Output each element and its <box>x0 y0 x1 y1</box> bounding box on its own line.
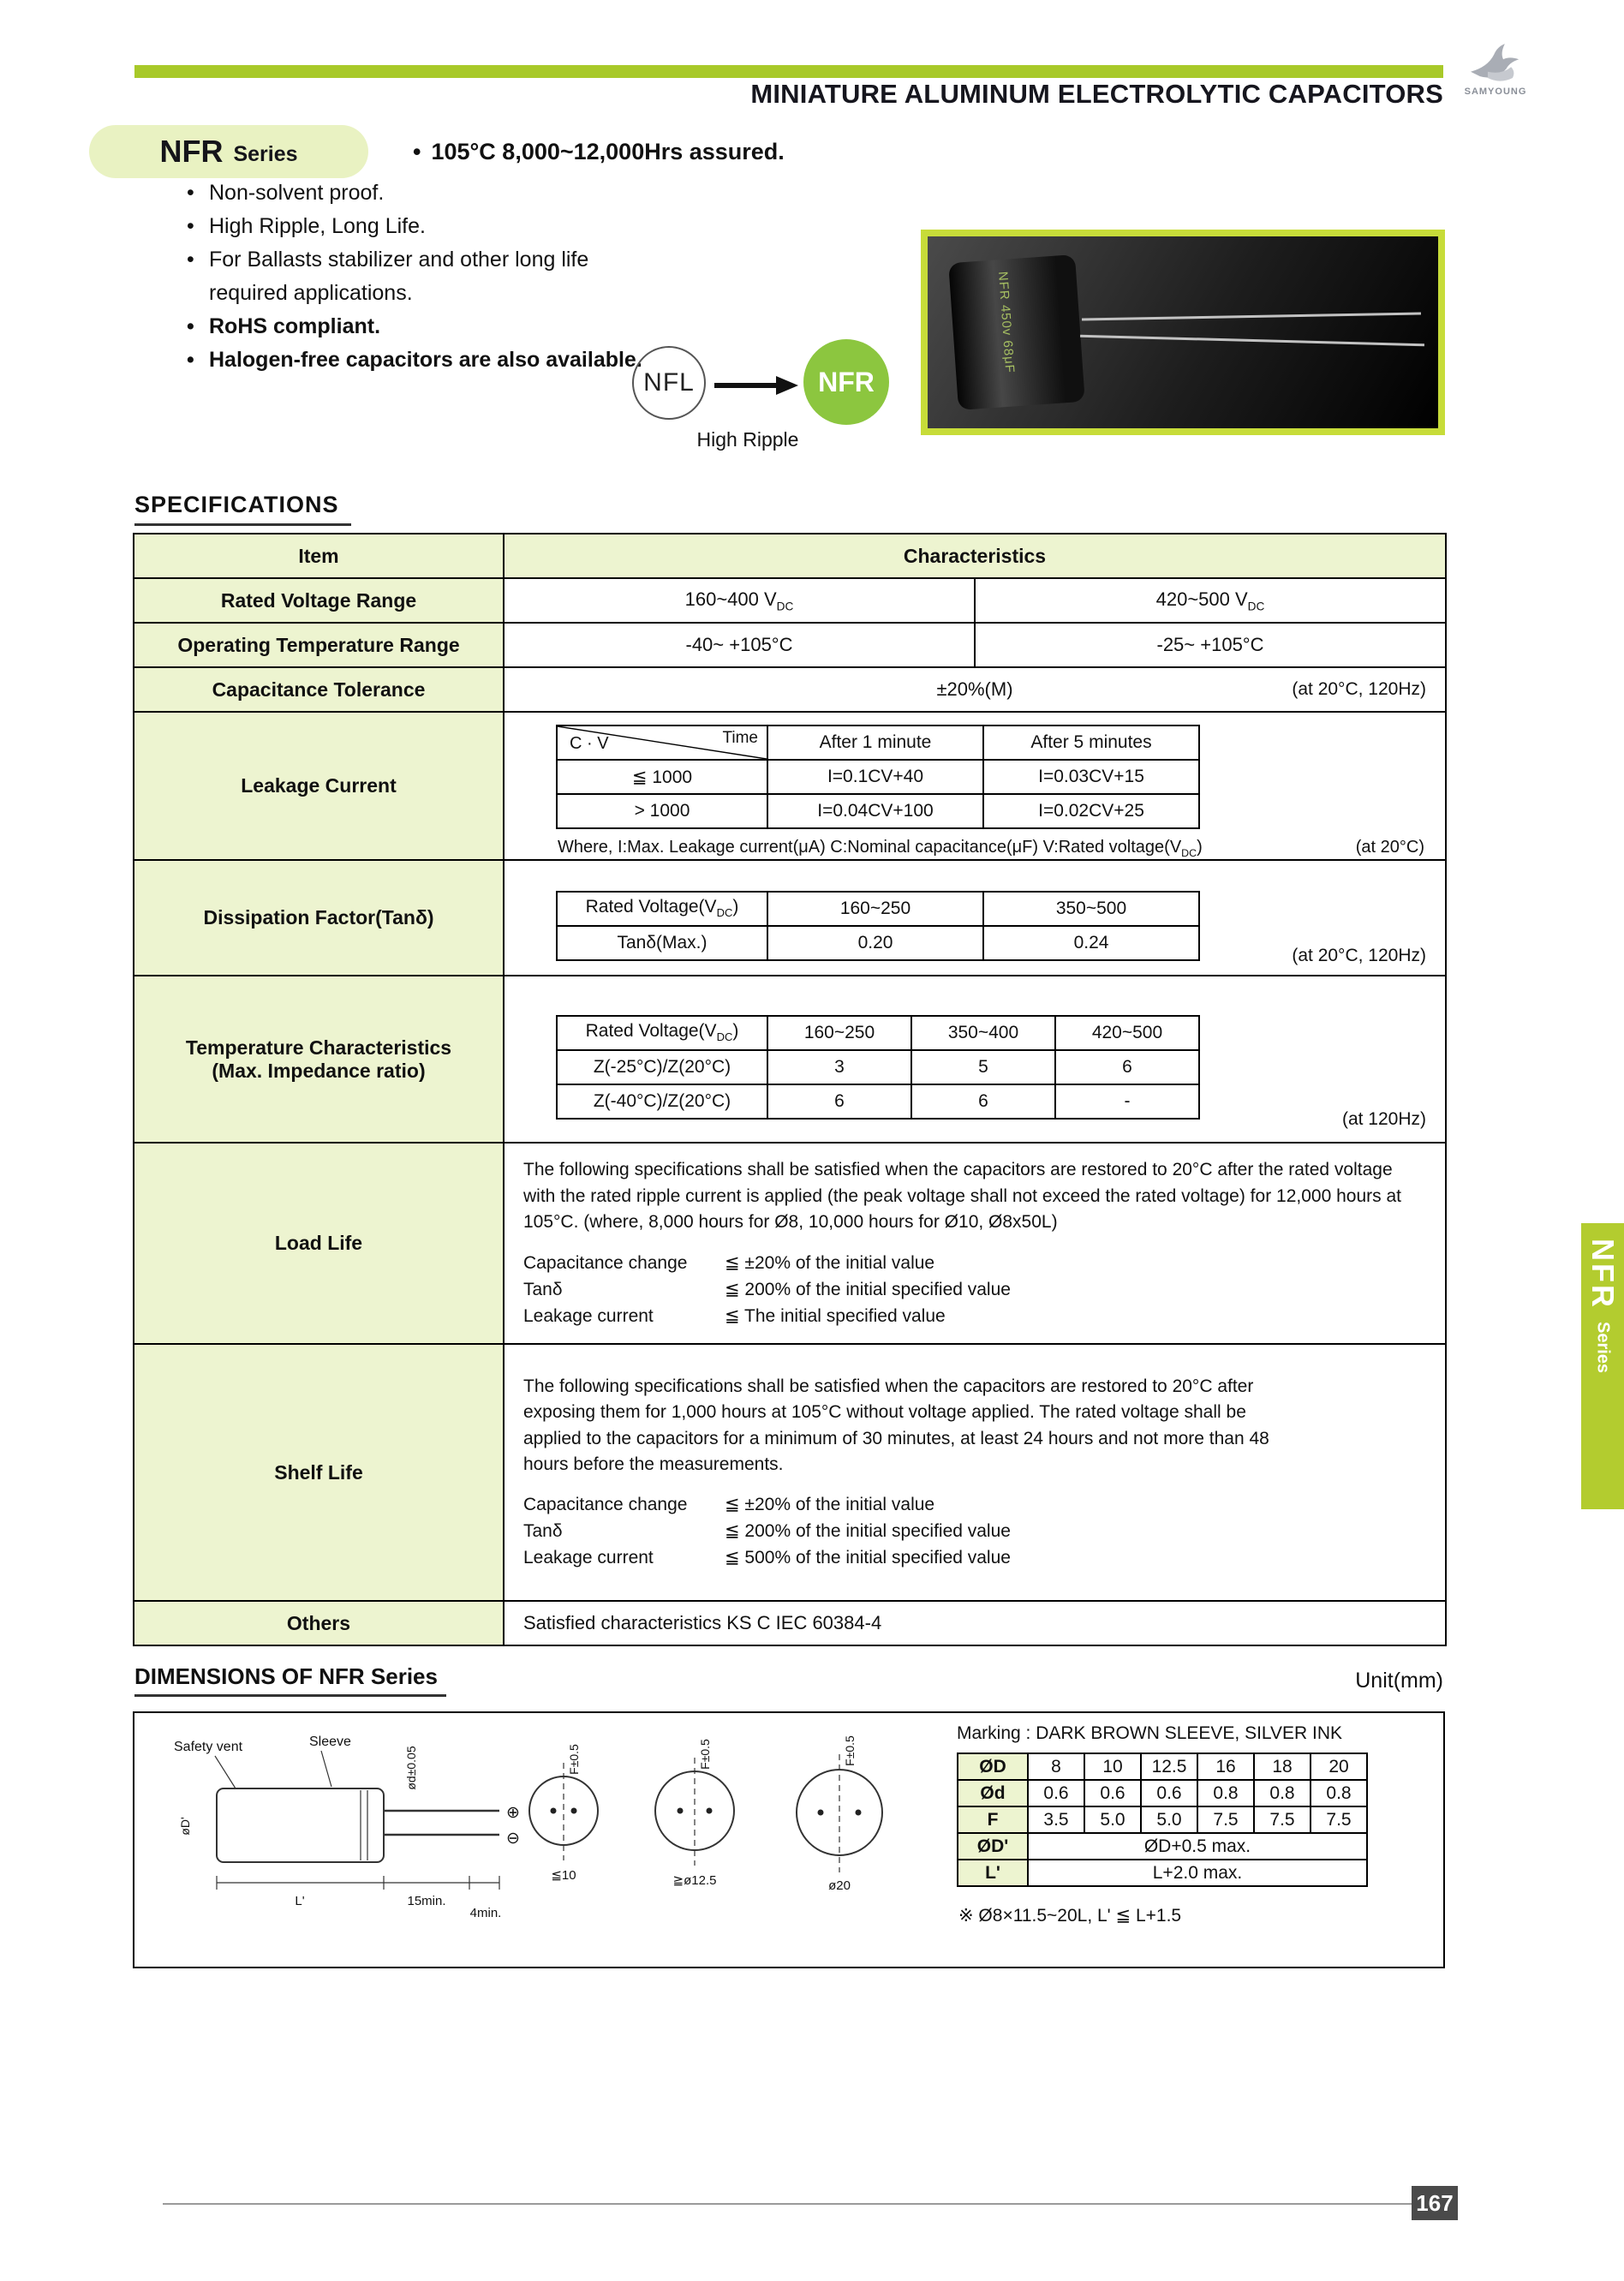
dissipation-condition-note: (at 20°C, 120Hz) <box>1292 946 1426 965</box>
operating-temp-high: -25~ +105°C <box>975 623 1446 667</box>
series-headline <box>413 139 785 165</box>
feature-item-continuation <box>187 277 701 310</box>
side-tab-sub: Series <box>1593 1322 1613 1374</box>
dimensions-table <box>957 1753 1368 1887</box>
side-tab-main: NFR <box>1585 1239 1621 1310</box>
temp-char-value: 6 <box>1055 1050 1199 1084</box>
dissipation-header-voltage: Rated $Voltage(V_{DC})$ <box>557 892 767 926</box>
dim-value: 5.0 <box>1084 1806 1141 1833</box>
dim-value: 0.6 <box>1084 1780 1141 1806</box>
arrow-right-icon <box>714 373 800 397</box>
load-life-paragraph: The following specifications shall be satisfied when the capacitors are restored to 20°C after the rated voltage with the rated ripple current is applied (the peak voltage shall not exceed the rated voltage) for 12,000 hours at 105°C. (where, 8,000 hours for Ø8, 10,000 hours for Ø10, Ø8x50L) <box>523 1160 1401 1233</box>
load-life-cell <box>504 1143 1446 1344</box>
row-label-load-life: Load Life <box>134 1143 504 1344</box>
row-label-shelf-life: Shelf Life <box>134 1344 504 1601</box>
lead-spacing-label: F±0.5 <box>843 1735 857 1766</box>
capacitor-body <box>948 254 1085 410</box>
circle-caption-large: ø20 <box>828 1878 851 1893</box>
brand-name: SAMYOUNG <box>1464 87 1527 97</box>
temp-char-value: 3 <box>767 1050 911 1084</box>
nfr-circle: NFR <box>803 339 889 425</box>
leakage-condition-note: (at 20°C) <box>1355 838 1424 857</box>
rated-voltage-high: 420~500 $V_{DC}$ <box>975 578 1446 623</box>
condition-value: ≦ The initial specified value <box>725 1305 946 1326</box>
load-life-conditions <box>523 1250 1426 1329</box>
leakage-corner-time: Time <box>722 729 758 747</box>
leakage-col-after1: After 1 minute <box>767 726 983 760</box>
dimensions-panel <box>133 1711 1445 1968</box>
temp-char-table <box>556 1015 1200 1120</box>
temp-char-range-2: 350~400 <box>911 1016 1055 1050</box>
dim-value: 8 <box>1028 1753 1084 1780</box>
sleeve-label: Sleeve <box>309 1735 351 1749</box>
row-label-others: Others <box>134 1601 504 1645</box>
arrow-caption: High Ripple <box>696 428 799 451</box>
dimensions-footnote: ※ Ø8×11.5~20L, L' ≦ L+1.5 <box>958 1906 1182 1926</box>
feature-item <box>187 310 701 343</box>
dim-span-value: ØD+0.5 max. <box>1028 1833 1367 1860</box>
lead-min4-label: 4min. <box>469 1906 502 1920</box>
lead-diameter-label: ød±0.05 <box>404 1746 418 1790</box>
temp-char-range-1: 160~250 <box>767 1016 911 1050</box>
plus-terminal-label: ⊕ <box>506 1804 520 1822</box>
dim-value: 5.0 <box>1141 1806 1197 1833</box>
temp-char-condition-note: (at 120Hz) <box>1341 1109 1426 1129</box>
leakage-formula: I=0.04CV+100 <box>767 794 983 828</box>
condition-name: Capacitance change <box>523 1252 688 1273</box>
temp-char-value: 5 <box>911 1050 1055 1084</box>
dim-value: 10 <box>1084 1753 1141 1780</box>
shelf-life-cell <box>504 1344 1446 1601</box>
temp-char-label-line2: (Max. Impedance ratio) <box>212 1059 426 1082</box>
bullet-icon: • <box>187 248 194 272</box>
leakage-corner-cell <box>557 726 767 760</box>
col-header-item: Item <box>134 534 504 578</box>
tolerance-value: ±20%(M) <box>936 678 1013 700</box>
dim-value: 0.8 <box>1311 1780 1367 1806</box>
condition-row <box>523 1544 1426 1571</box>
dim-value: 12.5 <box>1141 1753 1197 1780</box>
dim-row-label: ØD' <box>958 1833 1028 1860</box>
temp-char-value: 6 <box>767 1084 911 1119</box>
dim-row-label: ØD <box>958 1753 1028 1780</box>
leakage-where-note: Where, I:Max. Leakage current(μA) C:Nominal capacitance(μF) V:Rated $voltage(V_{DC})$ <box>558 838 1203 859</box>
dim-value: 0.6 <box>1141 1780 1197 1806</box>
series-badge-main: NFR <box>159 134 224 169</box>
temp-char-value: - <box>1055 1084 1199 1119</box>
condition-name: Leakage current <box>523 1548 654 1568</box>
operating-temp-low: -40~ +105°C <box>504 623 975 667</box>
rated-voltage-low: 160~400 $V_{DC}$ <box>504 578 975 623</box>
leakage-where-row <box>558 838 1424 859</box>
brand-logo <box>1454 36 1537 97</box>
dim-value: 16 <box>1197 1753 1254 1780</box>
leakage-cv-range: ≦ 1000 <box>557 760 767 794</box>
lead-spacing-label: F±0.5 <box>698 1739 712 1770</box>
others-value: Satisfied characteristics KS C IEC 60384-4 <box>504 1601 1446 1645</box>
condition-value: ≦ 200% of the initial specified value <box>725 1279 1011 1299</box>
condition-name: Tanδ <box>523 1279 563 1299</box>
bullet-icon: • <box>187 181 194 205</box>
dimensions-unit: Unit(mm) <box>1355 1669 1443 1693</box>
row-label-operating-temp: Operating Temperature Range <box>134 623 504 667</box>
dim-value: 7.5 <box>1254 1806 1311 1833</box>
condition-value: ≦ 200% of the initial specified value <box>725 1521 1011 1542</box>
dim-value: 7.5 <box>1197 1806 1254 1833</box>
condition-value: ≦ ±20% of the initial value <box>725 1495 935 1515</box>
condition-name: Leakage current <box>523 1305 654 1326</box>
row-label-leakage-current: Leakage Current <box>134 712 504 860</box>
feature-item <box>187 210 701 243</box>
condition-name: Tanδ <box>523 1521 563 1542</box>
product-photo <box>921 230 1445 435</box>
condition-row <box>523 1250 1426 1276</box>
dim-span-value: L+2.0 max. <box>1028 1860 1367 1886</box>
bullet-icon: • <box>187 348 194 372</box>
shelf-life-paragraph: The following specifications shall be satisfied when the capacitors are restored to 20°C after exposing them for 1,000 hours at 105°C without voltage applied. The rated voltage shall be applied to the capacitors for a minimum of 30 minutes, at least 24 hours and not more than 48 hours before the measurements. <box>523 1376 1269 1474</box>
feature-item <box>187 176 701 210</box>
dissipation-cell <box>504 860 1446 976</box>
page-title: MINIATURE ALUMINUM ELECTROLYTIC CAPACITORS <box>750 79 1443 109</box>
leakage-current-cell <box>504 712 1446 860</box>
dim-value: 0.6 <box>1028 1780 1084 1806</box>
minus-terminal-label: ⊖ <box>506 1830 520 1848</box>
dissipation-value-1: 0.20 <box>767 926 983 960</box>
capacitor-lead <box>1080 335 1424 347</box>
header-accent-bar <box>134 65 1443 78</box>
lead-min15-label: 15min. <box>407 1894 446 1908</box>
condition-value: ≦ ±20% of the initial value <box>725 1252 935 1273</box>
feature-item <box>187 243 701 277</box>
body-diameter-label: øD' <box>178 1817 192 1836</box>
feature-text: High Ripple, Long Life. <box>209 214 426 238</box>
leakage-table <box>556 725 1200 829</box>
bullet-icon: • <box>187 214 194 238</box>
safety-vent-label: Safety vent <box>174 1740 243 1754</box>
col-header-characteristics: Characteristics <box>504 534 1446 578</box>
leakage-formula: I=0.02CV+25 <box>983 794 1199 828</box>
feature-list <box>187 176 701 377</box>
feature-text: required applications. <box>209 281 413 305</box>
series-headline-text: 105°C 8,000~12,000Hrs assured. <box>431 139 785 164</box>
footer-divider <box>163 2203 1446 2205</box>
dissipation-row-label: Tanδ(Max.) <box>557 926 767 960</box>
temp-char-value: 6 <box>911 1084 1055 1119</box>
dim-value: 0.8 <box>1254 1780 1311 1806</box>
dim-value: 7.5 <box>1311 1806 1367 1833</box>
section-title-dimensions: DIMENSIONS OF NFR Series <box>134 1663 446 1697</box>
row-label-dissipation: Dissipation Factor(Tanδ) <box>134 860 504 976</box>
capacitor-lead <box>1082 313 1421 321</box>
leakage-corner-cv: C · V <box>570 734 609 753</box>
leakage-cv-range: > 1000 <box>557 794 767 828</box>
tolerance-condition-note: (at 20°C, 120Hz) <box>1292 679 1426 699</box>
feature-text: Non-solvent proof. <box>209 181 385 205</box>
leakage-formula: I=0.1CV+40 <box>767 760 983 794</box>
dissipation-value-2: 0.24 <box>983 926 1199 960</box>
temp-char-header-voltage: Rated $Voltage(V_{DC})$ <box>557 1016 767 1050</box>
condition-value: ≦ 500% of the initial specified value <box>725 1548 1011 1568</box>
feature-text: RoHS compliant. <box>209 314 381 338</box>
row-label-rated-voltage: Rated Voltage Range <box>134 578 504 623</box>
capacitor-dimension-drawing <box>140 1715 945 1965</box>
dim-value: 0.8 <box>1197 1780 1254 1806</box>
marking-note: Marking : DARK BROWN SLEEVE, SILVER INK <box>957 1723 1343 1743</box>
temp-char-range-3: 420~500 <box>1055 1016 1199 1050</box>
condition-name: Capacitance change <box>523 1495 688 1515</box>
feature-text: For Ballasts stabilizer and other long life <box>209 248 589 272</box>
dim-value: 20 <box>1311 1753 1367 1780</box>
bullet-icon: • <box>187 314 194 338</box>
bullet-icon: • <box>413 139 421 164</box>
side-tab-nfr-series <box>1581 1223 1624 1509</box>
tolerance-cell <box>504 667 1446 712</box>
dim-row-label: L' <box>958 1860 1028 1886</box>
temp-char-cell <box>504 976 1446 1143</box>
condition-row <box>523 1518 1426 1544</box>
body-length-label: L' <box>295 1894 305 1908</box>
condition-row <box>523 1276 1426 1303</box>
row-label-temp-characteristics <box>134 976 504 1143</box>
circle-caption-medium: ≧ø12.5 <box>672 1873 717 1888</box>
row-label-tolerance: Capacitance Tolerance <box>134 667 504 712</box>
circle-caption-small: ≦10 <box>551 1868 576 1883</box>
feature-item <box>187 343 701 377</box>
leakage-col-after5: After 5 minutes <box>983 726 1199 760</box>
series-badge <box>89 125 368 178</box>
shelf-life-conditions <box>523 1491 1426 1571</box>
condition-row <box>523 1303 1426 1329</box>
dim-row-label: Ød <box>958 1780 1028 1806</box>
dissipation-table <box>556 891 1200 961</box>
dissipation-range-1: 160~250 <box>767 892 983 926</box>
nfl-to-nfr-diagram <box>632 336 923 456</box>
feature-text: Halogen-free capacitors are also available. <box>209 348 642 372</box>
section-title-specifications: SPECIFICATIONS <box>134 492 351 526</box>
dim-value: 3.5 <box>1028 1806 1084 1833</box>
capacitor-outline <box>217 1788 384 1862</box>
dim-value: 18 <box>1254 1753 1311 1780</box>
brand-bird-icon <box>1461 36 1530 86</box>
temp-char-row-label: Z(-25°C)/Z(20°C) <box>557 1050 767 1084</box>
dim-row-label: F <box>958 1806 1028 1833</box>
condition-row <box>523 1491 1426 1518</box>
nfl-circle: NFL <box>632 346 706 420</box>
specifications-table <box>133 533 1447 1646</box>
series-badge-sub: Series <box>233 141 298 166</box>
capacitor-print: NFR 450v 68μF <box>995 271 1018 374</box>
page-number: 167 <box>1412 2186 1458 2220</box>
temp-char-label-line1: Temperature Characteristics <box>185 1036 452 1059</box>
leakage-formula: I=0.03CV+15 <box>983 760 1199 794</box>
lead-spacing-label: F±0.5 <box>567 1744 581 1775</box>
dissipation-range-2: 350~500 <box>983 892 1199 926</box>
temp-char-row-label: Z(-40°C)/Z(20°C) <box>557 1084 767 1119</box>
